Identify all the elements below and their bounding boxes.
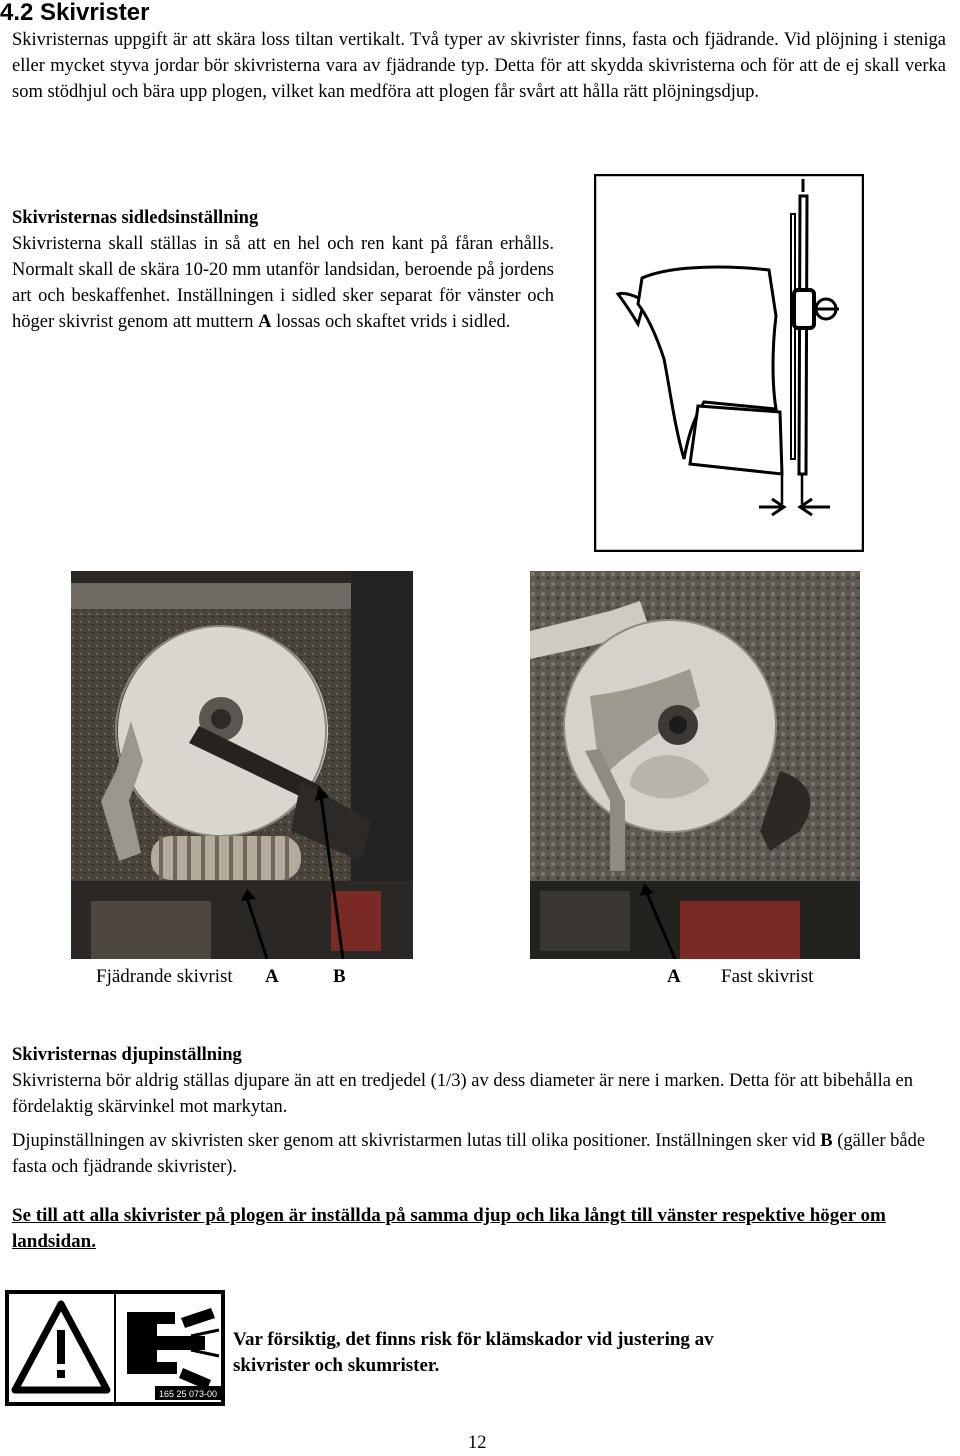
depth-note: Se till att alla skivrister på plogen är inställda på samma djup och lika långt till vänster respektive höger om landsidan. (12, 1205, 886, 1252)
depth-heading: Skivristernas djupinställning (12, 1045, 242, 1065)
caption-fixed-label: Fast skivrist (721, 966, 814, 987)
depth-body-2: Djupinställningen av skivristen sker genom att skivristarmen lutas till olika positioner. Inställningen sker vid (12, 1131, 816, 1151)
depth-paragraph-2 (12, 1128, 946, 1180)
coulter-diagram (594, 174, 864, 552)
lateral-paragraph (12, 231, 554, 335)
caption-right-a: A (667, 966, 681, 987)
warning-label-code: 165 25 073-00 (158, 1389, 218, 1399)
warning-decal (5, 1290, 225, 1406)
spring-coulter-photo (71, 571, 413, 959)
lateral-body-end: lossas och skaftet vrids i sidled. (276, 312, 511, 332)
caption-left-a: A (265, 966, 279, 987)
page-number: 12 (468, 1433, 487, 1453)
depth-letter: B (820, 1131, 833, 1151)
depth-paragraph-1: Skivristerna bör aldrig ställas djupare än att en tredjedel (1/3) av dess diameter är nere i marken. Detta för att bibehålla en fördelaktig skärvinkel mot markytan. (12, 1071, 914, 1117)
warning-text: Var försiktig, det finns risk för klämskador vid justering av skivrister och skumrister. (233, 1329, 714, 1376)
lateral-heading: Skivristernas sidledsinställning (12, 208, 259, 228)
intro-paragraph: Skivristernas uppgift är att skära loss tiltan vertikalt. Två typer av skivrister finns, fasta och fjädrande. Vid plöjning i steniga eller mycket styva jordar bör skivristerna vara av fjädrande typ. Detta för att skydda skivristerna och för att de ej skall verka som stödhjul och bära upp plogen, vilket kan medföra att plogen får svårt att hålla rätt plöjningsdjup. (12, 30, 946, 102)
lateral-body: Skivristerna skall ställas in så att en hel och ren kant på fåran erhålls. Normalt skall de skära 10-20 mm utanför landsidan, beroende på jordens art och beskaffenhet. Inställningen i sidled sker separat för vänster och höger skivrist genom att muttern (12, 234, 554, 332)
lateral-letter: A (258, 312, 272, 332)
caption-left-b: B (333, 966, 346, 987)
fixed-coulter-photo (530, 571, 860, 959)
section-title: 4.2 Skivrister (0, 0, 150, 26)
caption-spring-label: Fjädrande skivrist (96, 966, 233, 987)
depth-body-2-end: (gäller både fasta och fjädrande skivrister). (12, 1131, 926, 1177)
